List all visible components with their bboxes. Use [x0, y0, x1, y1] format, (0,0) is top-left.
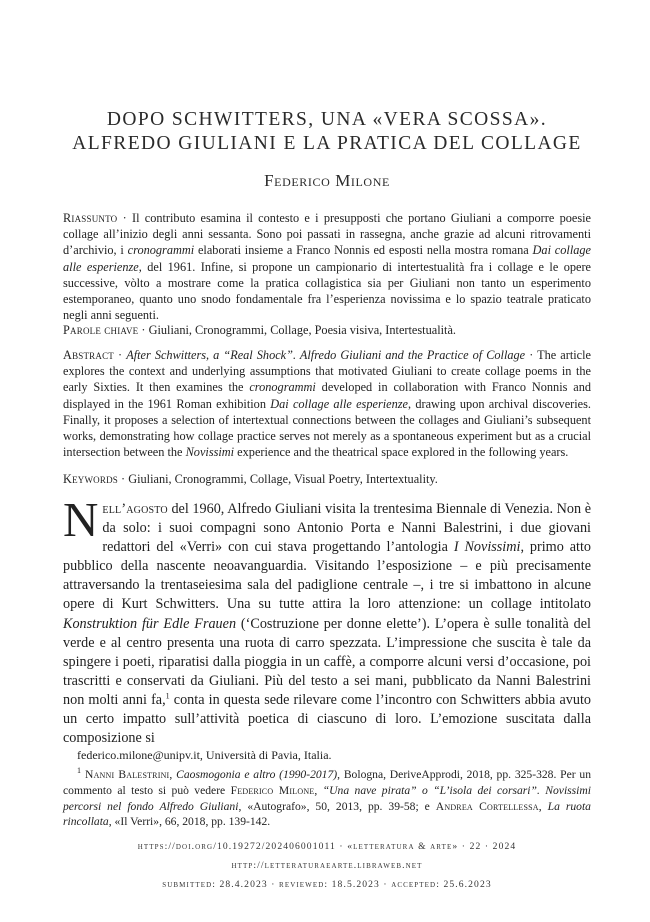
- abstract-section: [63, 347, 591, 460]
- riassunto-emphasis: cronogrammi: [127, 243, 195, 258]
- abstract-text: experience and the theatrical space explored in the following years.: [234, 445, 569, 460]
- abstract-title: After Schwitters, a “Real Shock”. Alfredo Giuliani and the Practice of Collage: [126, 348, 526, 362]
- footnote-number: 1: [77, 766, 81, 776]
- separator: ·: [114, 348, 127, 362]
- riassunto-section: [63, 210, 591, 323]
- drop-cap: N: [63, 492, 99, 547]
- doi-line[interactable]: https://doi.org/10.19272/202406001011 · «letteratura & arte» · 22 · 2024: [137, 841, 517, 852]
- footnote-emphasis: La ruota rincollata: [63, 799, 591, 829]
- body-text-run: , primo atto pubblico della nascente neoavanguardia. Visitando l’esposizione – e più precisamente attraversando la trentaseiesima sala del padiglione centrale –, i tre si imbattono in alcune opere di Kurt Schwitters. Una su tutte attira la loro attenzione: un collage intitolato: [63, 539, 591, 613]
- article-title: [63, 108, 591, 156]
- abstract-text: The article explores the context and underlying assumptions that motivated Giuliani to create collage poems in the early Sixties. It then examines the: [63, 348, 591, 395]
- separator: ·: [117, 472, 129, 486]
- separator: ·: [525, 348, 538, 362]
- abstract-emphasis: Novissimi: [185, 445, 235, 460]
- title-line-1: DOPO SCHWITTERS, UNA «VERA SCOSSA».: [106, 109, 548, 130]
- riassunto-text: , del 1961. Infine, si propone un campionario di intertestualità fra i collage e le opere successive, vòlto a mostrare come la pratica collagistica sia per Giuliani non tanto un esperimento estemporaneo, quanto uno snodo fondamentale fra l’esperienza novissima e lo spazio teatrale praticato negli anni seguenti.: [63, 259, 591, 323]
- body-paragraph: [63, 492, 592, 748]
- riassunto-text: elaborati insieme a Franco Nonnis ed esposti nella mostra romana: [194, 243, 533, 258]
- abstract-emphasis: cronogrammi: [249, 380, 316, 395]
- keywords-label: Keywords: [63, 472, 118, 486]
- opening-smallcaps: ell’agosto: [102, 501, 168, 517]
- footnote-text: ,: [314, 783, 323, 797]
- body-emphasis: I Novissimi: [453, 539, 521, 556]
- keywords-text: Giuliani, Cronogrammi, Collage, Visual Poetry, Intertextuality.: [128, 472, 438, 486]
- footnote-author: Federico Milone: [230, 783, 315, 797]
- abstract-emphasis: Dai collage alle esperienze: [270, 396, 409, 411]
- riassunto-label: Riassunto: [63, 211, 118, 225]
- journal-url[interactable]: http://letteraturaearte.libraweb.net: [231, 860, 423, 871]
- footnote-text: , «Il Verri», 66, 2018, pp. 139-142.: [108, 815, 271, 829]
- riassunto-text: Il contributo esamina il contesto e i presupposti che portano Giuliani a comporre poesie collage all’inizio degli anni sessanta. Sono poi passati in rassegna, anche grazie ad alcuni ritrovamenti d’archivio, i: [63, 211, 591, 258]
- author-affiliation: federico.milone@unipv.it, Università di Pavia, Italia.: [77, 748, 332, 762]
- separator: ·: [138, 323, 149, 337]
- footnote-text: ,: [169, 768, 177, 781]
- body-text-run: conta in questa sede rilevare come l’incontro con Schwitters abbia avuto un certo impatto sull’attività poetica di ciascuno di loro. L’emozione suscitata dalla composizione si: [63, 691, 592, 747]
- footnote-1: [63, 767, 591, 830]
- footnote-reference[interactable]: 1: [165, 691, 170, 701]
- body-text-run: del 1960, Alfredo Giuliani visita la trentesima Biennale di Venezia. Non è da solo: i suoi compagni sono Antonio Porta e Nanni Balestrini, i due giovani redattori del «Verri» con cui stava progettando l’antologia: [102, 501, 591, 556]
- author-name: Federico Milone: [264, 171, 390, 190]
- abstract-text: , drawing upon archival discoveries. Finally, it proposes a selection of intertextual connections between the collages and Giuliani’s subsequent works, demonstrating how collage practice serves not merely as a spontaneous experiment but as a crucial intersection between the: [63, 396, 591, 460]
- footnote-text: ,: [538, 799, 548, 813]
- footnote-text: , Bologna, DeriveApprodi, 2018, pp. 325-328. Per un commento al testo si può vedere: [63, 768, 592, 797]
- parole-chiave-text: Giuliani, Cronogrammi, Collage, Poesia visiva, Intertestualità.: [148, 323, 456, 337]
- abstract-label: Abstract: [63, 348, 114, 362]
- parole-chiave-section: [63, 322, 591, 338]
- title-line-2: ALFREDO GIULIANI E LA PRATICA DEL COLLAGE: [72, 133, 582, 154]
- keywords-section: [63, 471, 591, 487]
- separator: ·: [117, 211, 132, 225]
- submission-dates: submitted: 28.4.2023 · reviewed: 18.5.2023 · accepted: 25.6.2023: [162, 879, 492, 890]
- body-text-run: (‘Costruzione per donne elette’). L’opera è sulle tonalità del verde e al centro presenta una ruota di carro spezzata. L’impressione che suscita è tale da spingere i poeti, riparatisi dalla pioggia in un caffè, a comporre alcuni versi d’occasione, poi trascritti e conservati da Giuliani. Più del testo a sei mani, pubblicato da Nanni Balestrini non molti anni fa,: [63, 615, 591, 708]
- footnote-emphasis: Caosmogonia e altro (1990-2017): [176, 768, 338, 781]
- riassunto-emphasis: Dai collage alle esperienze: [63, 243, 592, 274]
- abstract-text: developed in collaboration with Franco Nonnis and displayed in the 1961 Roman exhibition: [63, 380, 591, 411]
- footnote-emphasis: “Una nave pirata” o “L’isola dei corsari”. Novissimi percorsi nel fondo Alfredo Giuliani: [63, 783, 591, 813]
- footnote-text: , «Autografo», 50, 2013, pp. 39-58; e: [238, 799, 436, 813]
- parole-chiave-label: Parole chiave: [63, 323, 139, 337]
- footnote-author: Andrea Cortellessa: [435, 799, 539, 813]
- footnote-author: Nanni Balestrini: [85, 768, 170, 781]
- body-emphasis: Konstruktion für Edle Frauen: [63, 615, 237, 632]
